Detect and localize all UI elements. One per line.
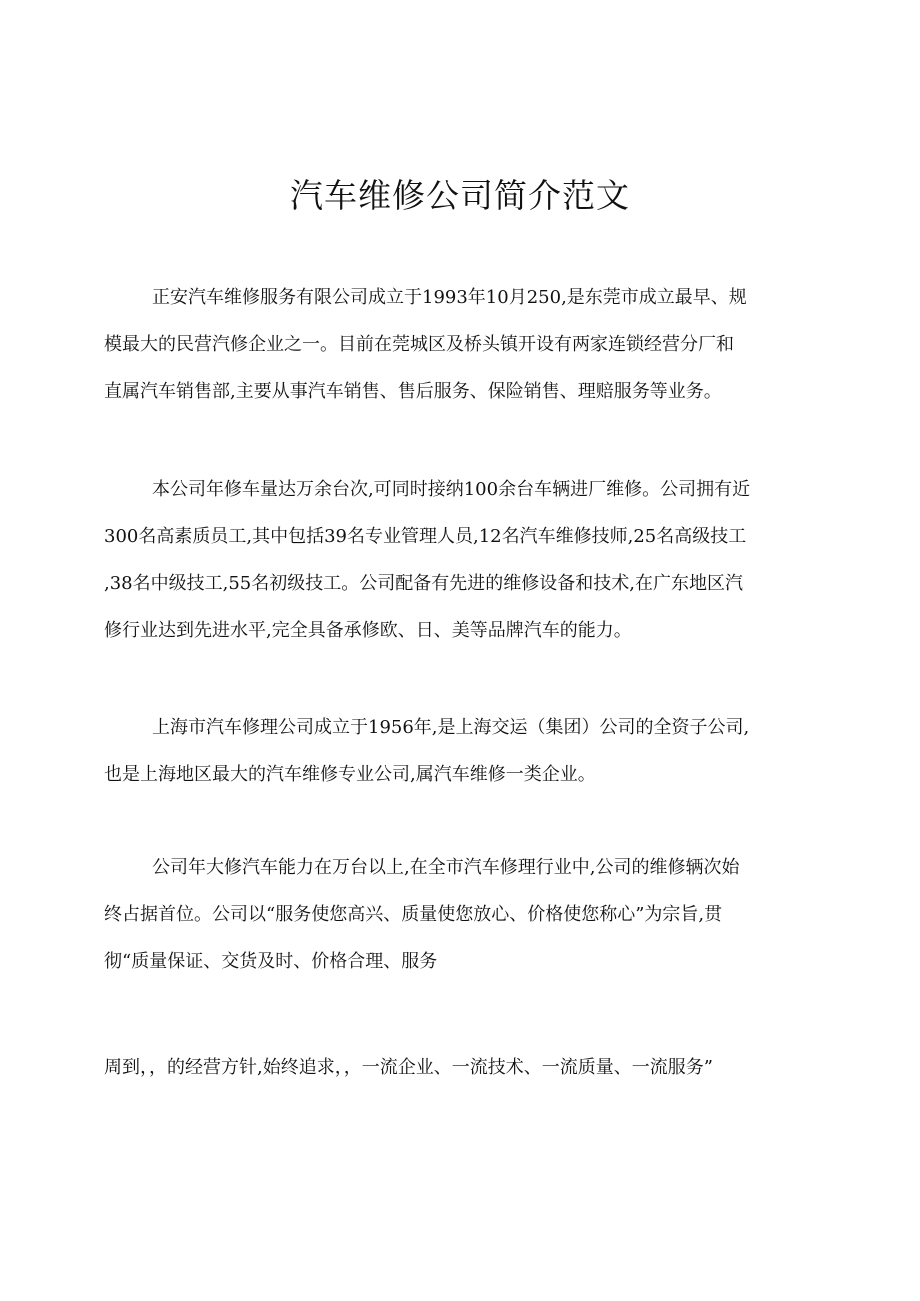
paragraph-line: 彻“质量保证、交货及时、价格合理、服务 <box>104 951 438 972</box>
paragraph-line: ,38名中级技工,55名初级技工。公司配备有先进的维修设备和技术,在广东地区汽 <box>104 573 743 594</box>
paragraph-line: 模最大的民营汽修企业之一。目前在莞城区及桥头镇开设有两家连锁经营分厂和 <box>104 334 734 355</box>
paragraph-line: 公司年大修汽车能力在万台以上,在全市汽车修理行业中,公司的维修辆次始 <box>152 857 740 878</box>
paragraph-shanghai-intro <box>104 704 818 798</box>
paragraph-line: 300名高素质员工,其中包括39名专业管理人员,12名汽车维修技师,25名高级技工 <box>104 526 747 547</box>
paragraph-policy <box>104 1044 818 1091</box>
paragraph-capacity <box>104 466 818 654</box>
paragraph-line: 正安汽车维修服务有限公司成立于1993年10月250,是东莞市成立最早、规 <box>152 287 747 308</box>
paragraph-line: 本公司年修车量达万余台次,可同时接纳100余台车辆进厂维修。公司拥有近 <box>152 479 751 500</box>
paragraph-line: 直属汽车销售部,主要从事汽车销售、售后服务、保险销售、理赔服务等业务。 <box>104 381 722 402</box>
paragraph-mission <box>104 844 818 985</box>
paragraph-line: 也是上海地区最大的汽车维修专业公司,属汽车维修一类企业。 <box>104 764 596 785</box>
paragraph-company-intro <box>104 274 818 415</box>
paragraph-line: 修行业达到先进水平,完全具备承修欧、日、美等品牌汽车的能力。 <box>104 620 632 641</box>
document-title: 汽车维修公司简介范文 <box>290 176 630 215</box>
paragraph-line: 上海市汽车修理公司成立于1956年,是上海交运（集团）公司的全资子公司, <box>152 717 750 738</box>
paragraph-line: 终占据首位。公司以“服务使您高兴、质量使您放心、价格使您称心”为宗旨,贯 <box>104 904 723 925</box>
paragraph-line: 周到，，的经营方针,始终追求，，一流企业、一流技术、一流质量、一流服务” <box>104 1057 713 1078</box>
